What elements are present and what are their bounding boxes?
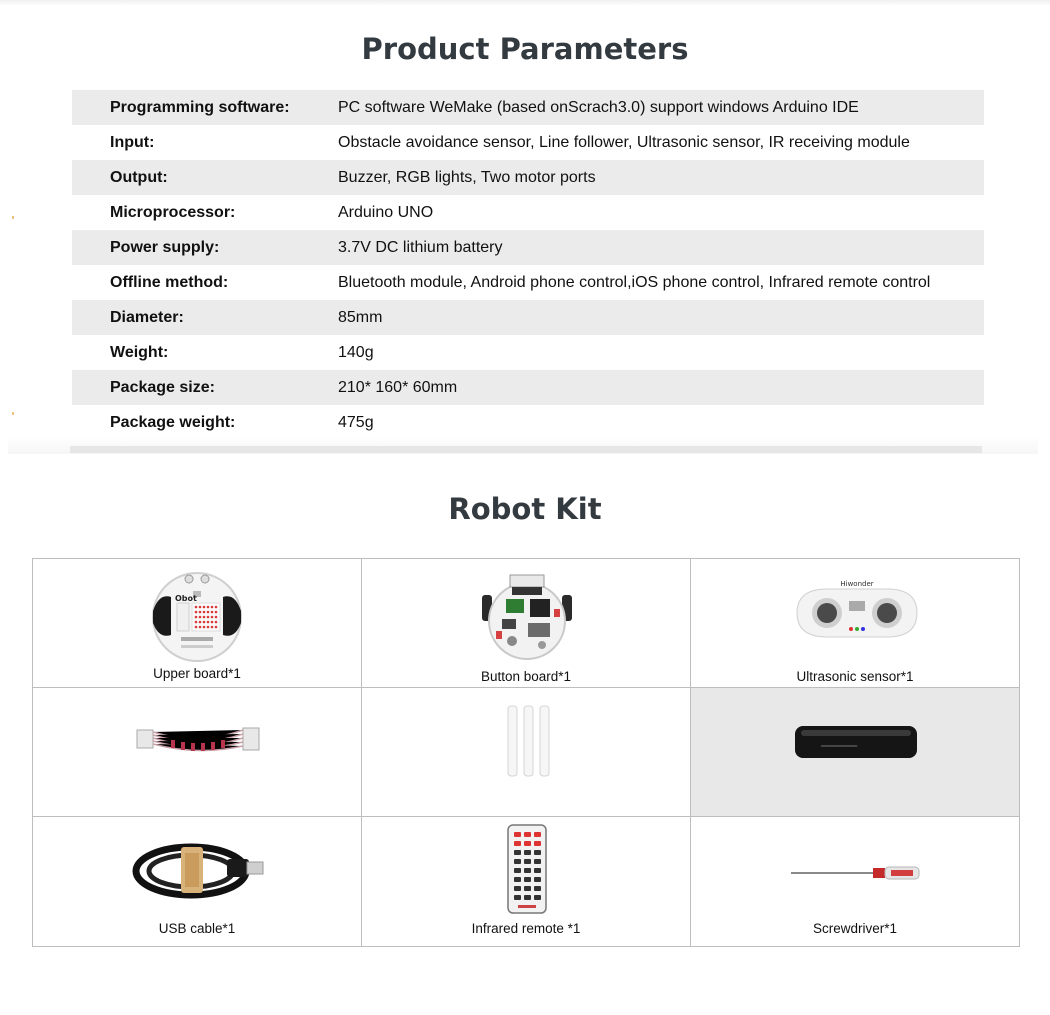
kit-caption: Screwdriver*1	[812, 921, 898, 936]
param-value: Obstacle avoidance sensor, Line follower, Ultrasonic sensor, IR receiving module	[338, 133, 910, 151]
button-board-image	[472, 569, 582, 669]
table-row	[72, 230, 984, 265]
svg-text:━━━━━━━━━━: ━━━━━━━━━━	[821, 743, 858, 750]
kit-item-connection-wire	[33, 688, 362, 817]
connection-wire-image	[133, 716, 263, 766]
param-value: 3.7V DC lithium battery	[338, 238, 503, 256]
kit-item-button-board	[362, 559, 691, 688]
param-value: PC software WeMake (based onScrach3.0) support windows Arduino IDE	[338, 98, 859, 116]
param-label: Diameter:	[110, 308, 184, 326]
param-label: Weight:	[110, 343, 169, 361]
param-value: Buzzer, RGB lights, Two motor ports	[338, 168, 596, 186]
param-value: 140g	[338, 343, 374, 361]
table-footer-bar	[70, 446, 982, 453]
table-row	[72, 195, 984, 230]
table-row	[72, 335, 984, 370]
param-label: Offline method:	[110, 273, 229, 291]
upper-board-logo: Obot	[175, 594, 197, 603]
param-label: Output:	[110, 168, 168, 186]
param-label: Input:	[110, 133, 155, 151]
param-label: Package weight:	[110, 413, 236, 431]
kit-item-ultrasonic-sensor	[691, 559, 1019, 688]
lithium-battery-image	[791, 722, 921, 762]
kit-item-lithium-battery	[691, 688, 1019, 817]
upper-board-image	[137, 567, 257, 667]
ultrasonic-brand: Hiwonder	[840, 580, 874, 588]
param-value: Bluetooth module, Android phone control,iOS phone control, Infrared remote control	[338, 273, 931, 291]
robot-kit-grid	[32, 558, 1020, 947]
param-label: Programming software:	[110, 98, 290, 116]
table-row	[72, 405, 984, 440]
kit-item-screwdriver	[691, 817, 1019, 946]
usb-cable-image	[129, 829, 269, 909]
table-row	[72, 370, 984, 405]
param-value: 210* 160* 60mm	[338, 378, 458, 396]
product-parameters-title: Product Parameters	[361, 32, 689, 66]
table-row	[72, 300, 984, 335]
table-row	[72, 160, 984, 195]
edge-mark	[12, 216, 14, 219]
param-label: Power supply:	[110, 238, 220, 256]
kit-item-infrared-remote	[362, 817, 691, 946]
top-divider	[0, 0, 1050, 6]
robot-kit-title: Robot Kit	[448, 492, 602, 526]
param-label: Microprocessor:	[110, 203, 236, 221]
edge-mark	[12, 412, 14, 415]
kit-caption: Upper board*1	[153, 666, 241, 681]
table-row	[72, 90, 984, 125]
infrared-remote-image	[502, 823, 552, 915]
table-row	[72, 265, 984, 300]
kit-item-upper-board	[33, 559, 362, 688]
kit-caption: Button board*1	[480, 669, 572, 684]
param-value: Arduino UNO	[338, 203, 434, 221]
nylon-post-image	[498, 702, 558, 782]
param-label: Package size:	[110, 378, 215, 396]
parameters-table	[72, 90, 984, 440]
screwdriver-image	[787, 861, 927, 885]
kit-item-nylon-post	[362, 688, 691, 817]
kit-caption: Ultrasonic sensor*1	[796, 669, 914, 684]
kit-caption: Infrared remote *1	[471, 921, 581, 936]
kit-caption: USB cable*1	[158, 921, 236, 936]
kit-item-usb-cable	[33, 817, 362, 946]
param-value: 475g	[338, 413, 374, 431]
param-value: 85mm	[338, 308, 383, 326]
table-row	[72, 125, 984, 160]
ultrasonic-sensor-image	[787, 579, 927, 649]
